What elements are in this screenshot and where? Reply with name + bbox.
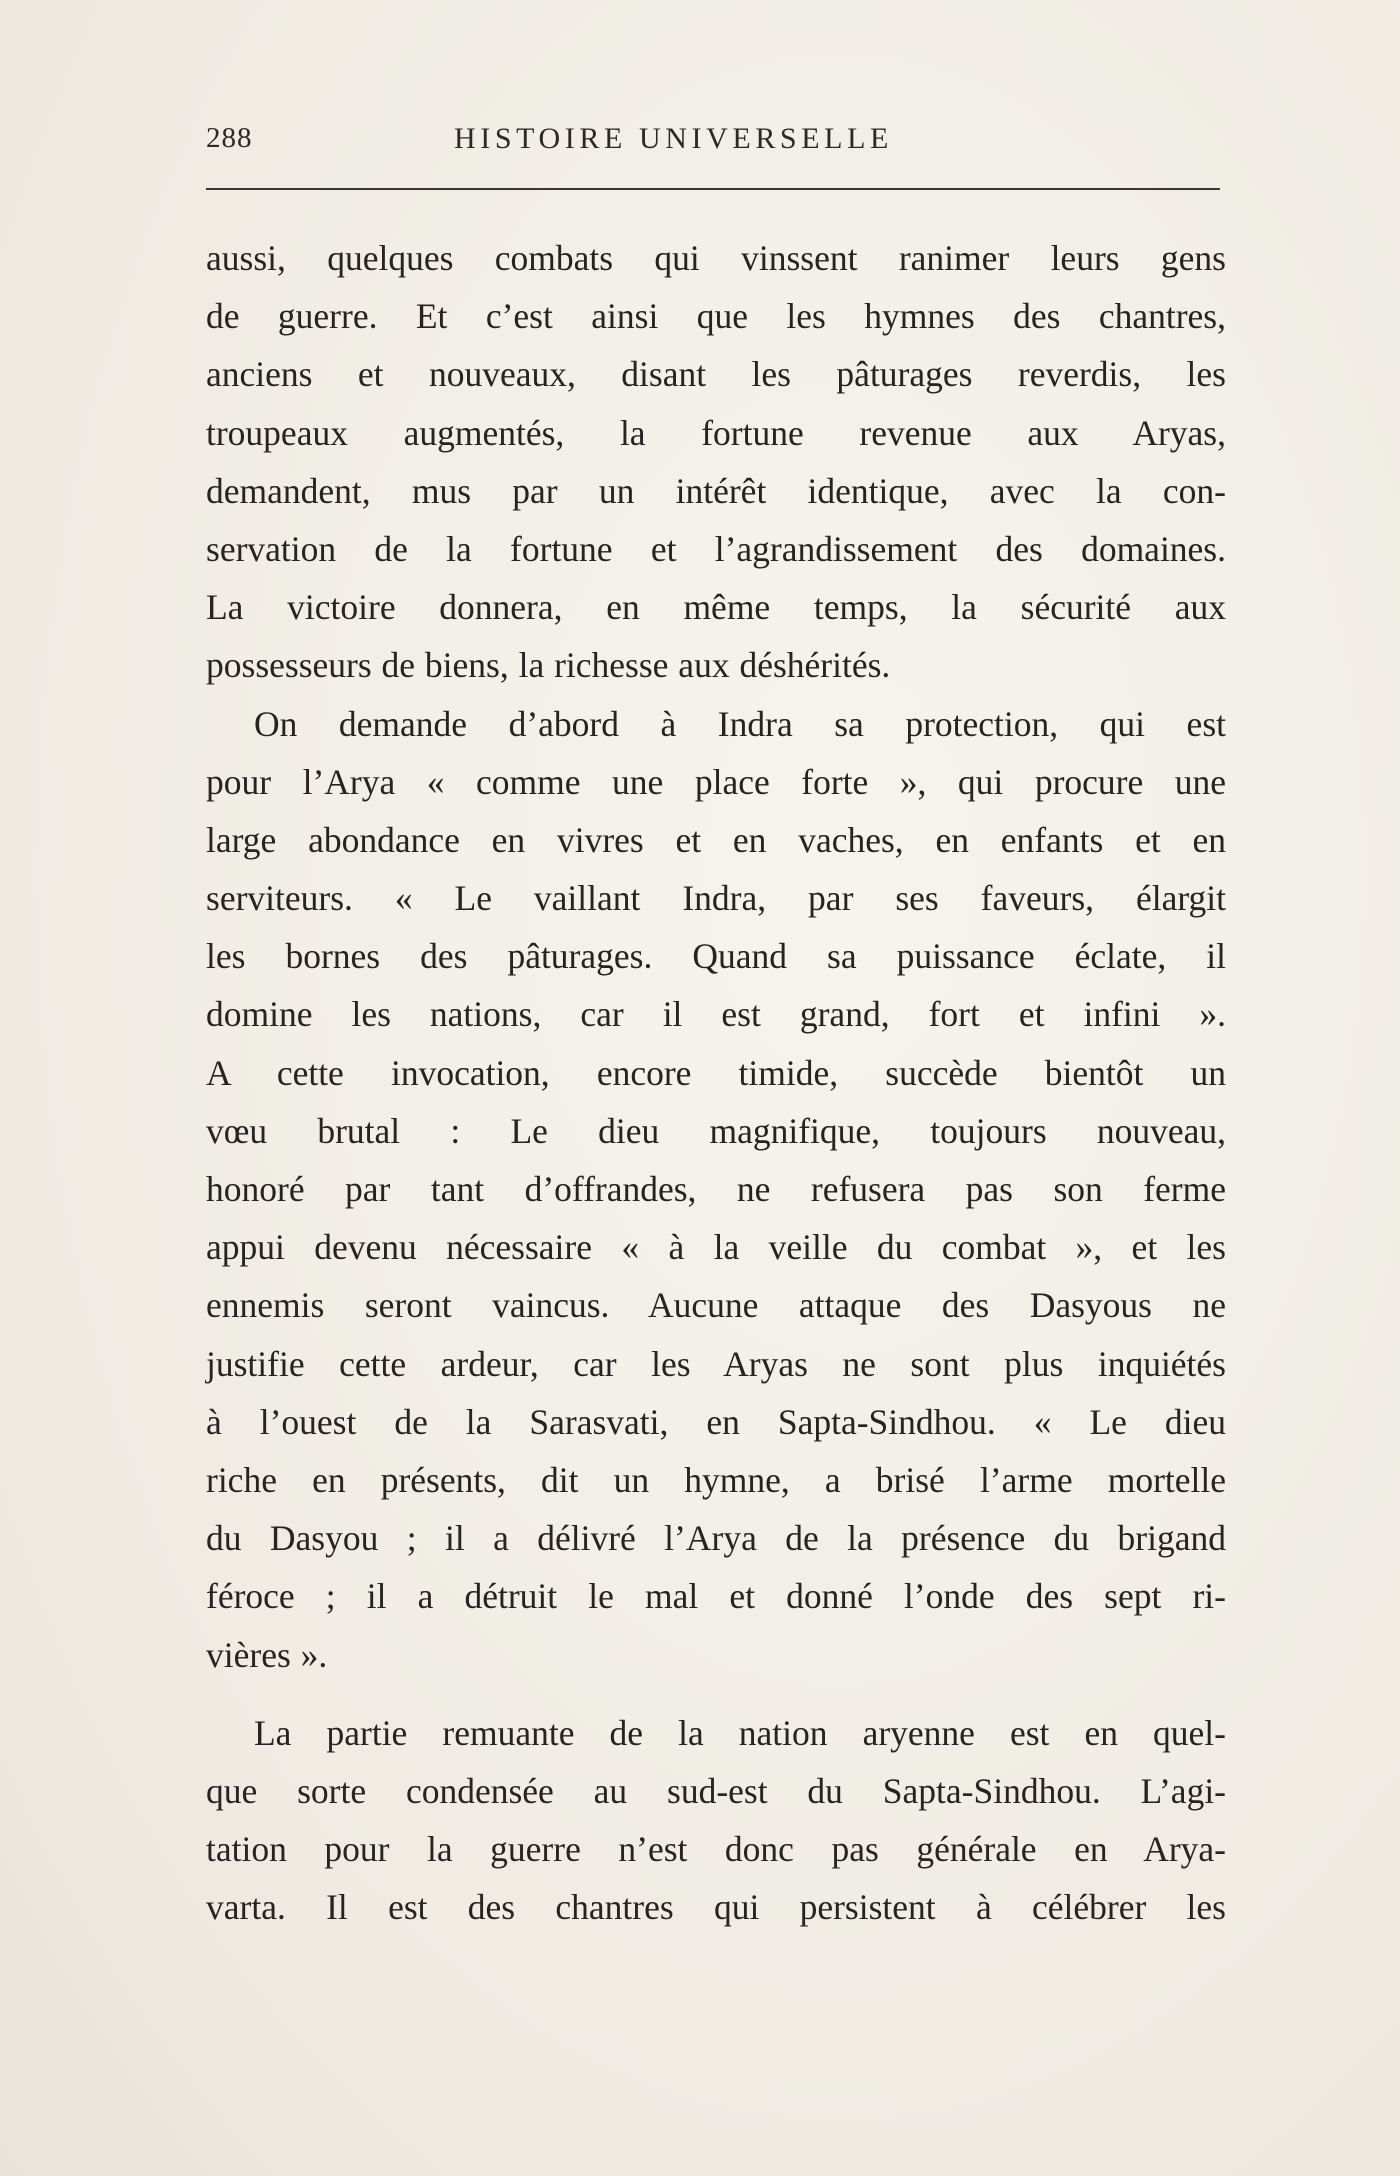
text-line: domine les nations, car il est grand, fort et infini ». xyxy=(206,994,1226,1035)
text-line: féroce ; il a détruit le mal et donné l’onde des sept ri- xyxy=(206,1576,1226,1617)
text-line: honoré par tant d’offrandes, ne refusera pas son ferme xyxy=(206,1169,1226,1209)
text-line: anciens et nouveaux, disant les pâturages reverdis, les xyxy=(206,354,1226,395)
text-line: On demande d’abord à Indra sa protection, qui est xyxy=(254,703,1226,744)
text-line: possesseurs de biens, la richesse aux déshérités. xyxy=(206,645,891,686)
text-line: ennemis seront vaincus. Aucune attaque des Dasyous ne xyxy=(206,1285,1226,1326)
body-text xyxy=(206,229,1226,1936)
text-line: justifie cette ardeur, car les Aryas ne sont plus inquiétés xyxy=(206,1343,1226,1384)
text-line: troupeaux augmentés, la fortune revenue aux Aryas, xyxy=(206,412,1226,453)
text-line: pour l’Arya « comme une place forte », qui procure une xyxy=(206,761,1226,802)
text-line: à l’ouest de la Sarasvati, en Sapta-Sindhou. « Le dieu xyxy=(206,1401,1226,1442)
text-line: servation de la fortune et l’agrandissement des domaines. xyxy=(206,528,1226,569)
running-title: HISTOIRE UNIVERSELLE xyxy=(454,122,893,155)
text-line: vœu brutal : Le dieu magnifique, toujours nouveau, xyxy=(206,1110,1226,1151)
header-rule xyxy=(206,188,1220,190)
text-line: demandent, mus par un intérêt identique, avec la con- xyxy=(206,470,1226,511)
text-line: de guerre. Et c’est ainsi que les hymnes des chantres, xyxy=(206,296,1226,337)
text-line: A cette invocation, encore timide, succède bientôt un xyxy=(206,1052,1226,1093)
text-line: La victoire donnera, en même temps, la sécurité aux xyxy=(206,587,1226,628)
text-line: La partie remuante de la nation aryenne est en quel- xyxy=(254,1712,1226,1753)
page-number: 288 xyxy=(206,122,253,154)
text-line: aussi, quelques combats qui vinssent ranimer leurs gens xyxy=(206,238,1226,278)
text-line: que sorte condensée au sud-est du Sapta-Sindhou. L’agi- xyxy=(206,1770,1226,1811)
text-line: varta. Il est des chantres qui persistent à célébrer les xyxy=(206,1887,1226,1928)
running-head xyxy=(206,122,1220,162)
text-line: vières ». xyxy=(206,1634,328,1675)
text-line: serviteurs. « Le vaillant Indra, par ses faveurs, élargit xyxy=(206,878,1226,919)
text-line: riche en présents, dit un hymne, a brisé l’arme mortelle xyxy=(206,1459,1226,1500)
text-line: large abondance en vivres et en vaches, en enfants et en xyxy=(206,819,1226,860)
text-line: du Dasyou ; il a délivré l’Arya de la présence du brigand xyxy=(206,1518,1226,1559)
text-line: les bornes des pâturages. Quand sa puissance éclate, il xyxy=(206,936,1226,977)
text-line: tation pour la guerre n’est donc pas générale en Arya- xyxy=(206,1829,1226,1870)
text-line: appui devenu nécessaire « à la veille du combat », et les xyxy=(206,1227,1226,1268)
